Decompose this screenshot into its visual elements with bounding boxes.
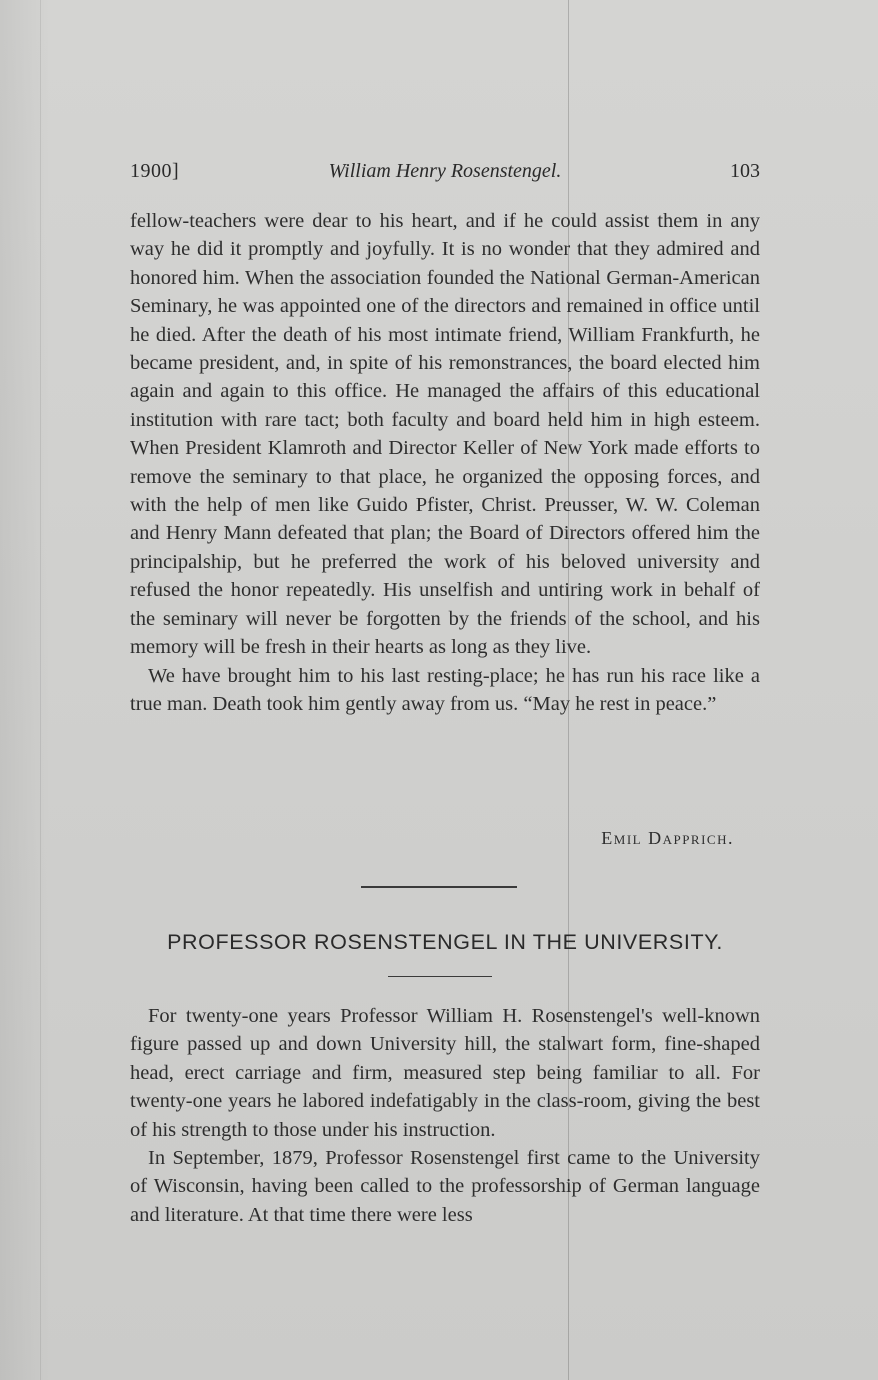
page-edge-shadow: [40, 0, 41, 1380]
heading-underline: [388, 976, 492, 977]
obituary-continuation: [130, 207, 760, 718]
page-number: 103: [730, 160, 760, 182]
running-header: [130, 160, 760, 188]
author-signature: Emil Dapprich.: [601, 828, 734, 848]
section-paragraph-2: In September, 1879, Professor Rosenstengel first came to the University of Wisconsin, having been called to the professorship of German language and literature. At that time there were less: [130, 1147, 760, 1226]
section-heading: PROFESSOR ROSENSTENGEL IN THE UNIVERSITY.: [167, 930, 723, 954]
section-body: [130, 1002, 760, 1229]
running-title: William Henry Rosenstengel.: [328, 160, 562, 182]
obituary-paragraph-1: fellow-teachers were dear to his heart, and if he could assist them in any way he did it promptly and joyfully. It is no wonder that they admired and honored him. When the association founded the National German-American Seminary, he was appointed one of the directors and remained in office until he died. After the death of his most intimate friend, William Frankfurth, he became president, and, in spite of his remonstrances, the board elected him again and again to this office. He managed the affairs of this educational institution with rare tact; both faculty and board held him in high esteem. When President Klamroth and Director Keller of New York made efforts to remove the seminary to that place, he organized the opposing forces, and with the help of men like Guido Pfister, Christ. Preusser, W. W. Coleman and Henry Mann defeated that plan; the Board of Directors offered him the principalship, but he preferred the work of his beloved university and refused the honor repeatedly. His unselfish and untiring work in behalf of the seminary will never be forgotten by the friends of the school, and his memory will be fresh in their hearts as long as they live.: [130, 210, 760, 659]
section-divider: [361, 886, 517, 888]
header-year: 1900]: [130, 160, 180, 182]
section-paragraph-1: For twenty-one years Professor William H. Rosenstengel's well-known figure passed up and down University hill, the stalwart form, fine-shaped head, erect carriage and firm, measured step being familiar to all. For twenty-one years he labored indefatigably in the class-room, giving the best of his strength to those under his instruction.: [130, 1005, 760, 1141]
obituary-paragraph-2: We have brought him to his last resting-place; he has run his race like a true man. Death took him gently away from us. “May he rest in peace.”: [130, 664, 760, 715]
